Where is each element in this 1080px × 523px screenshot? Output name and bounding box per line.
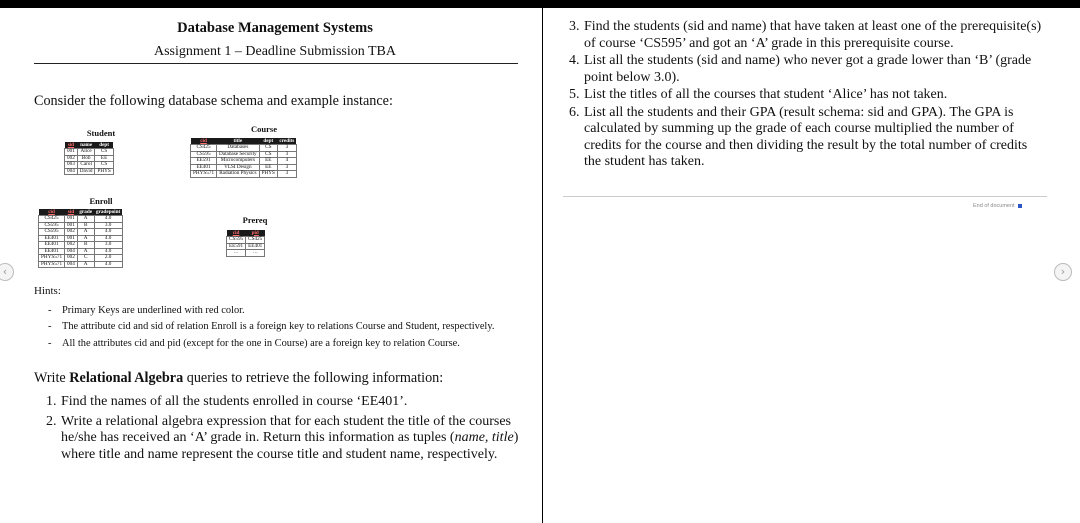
enroll-cell: B xyxy=(77,242,94,249)
doc-subtitle: Assignment 1 – Deadline Submission TBA xyxy=(153,44,397,59)
enroll-cell: 002 xyxy=(65,255,78,262)
student-cell: 002 xyxy=(65,155,78,162)
student-cell: PHYS xyxy=(95,168,113,175)
enroll-header-cell: gradepoint xyxy=(96,208,121,215)
enroll-cell: 001 xyxy=(65,216,78,223)
course-header-cell: cid xyxy=(191,138,217,145)
course-caption: Course xyxy=(251,124,277,134)
course-header-cell: credits xyxy=(279,137,295,144)
hints-list xyxy=(48,304,528,353)
prereq-cell: … xyxy=(227,250,246,257)
hint-item: - The attribute cid and sid of relation Enroll is a foreign key to relations Course and Student, respectively. xyxy=(48,321,495,333)
page-right xyxy=(543,8,1080,523)
enroll-cell: A xyxy=(77,216,94,223)
prereq-cell: EE401 xyxy=(246,243,265,250)
enroll-cell: 4.0 xyxy=(94,248,122,255)
course-cell: PHYS xyxy=(259,171,277,178)
course-cell: EE xyxy=(259,158,277,165)
course-cell: 3 xyxy=(277,171,296,178)
question-list-1 xyxy=(46,394,521,466)
enroll-cell: A xyxy=(77,235,94,242)
next-page-icon[interactable]: › xyxy=(1054,263,1072,281)
enroll-cell: A xyxy=(77,248,94,255)
enroll-cell: 001 xyxy=(65,222,78,229)
enroll-cell: 001 xyxy=(65,235,78,242)
course-cell: CS xyxy=(259,151,277,158)
enroll-caption: Enroll xyxy=(89,196,113,206)
enroll-cell: 002 xyxy=(65,229,78,236)
student-header-cell: sid xyxy=(65,142,78,149)
question-6: 6. List all the students and their GPA (result schema: sid and GPA). The GPA is calculated by summing up the grade of each course multiplied the number of credits for the course and then dividing the result by the total number of credits the student has taken. xyxy=(569,104,1028,170)
question-2: 2. Write a relational algebra expression that for each student the title of the courses he/she has received an ‘A’ grade in. Return this information as tuples (name, title) where title and name represent the course title and student name, respectively. xyxy=(46,413,519,462)
prev-page-icon[interactable]: ‹ xyxy=(0,263,14,281)
student-cell: 003 xyxy=(65,162,78,169)
enroll-cell: C xyxy=(77,255,94,262)
enroll-cell: PHYS571 xyxy=(39,261,65,268)
student-cell: CS xyxy=(95,149,113,156)
prereq-cell: CS425 xyxy=(246,237,265,244)
enroll-cell: 004 xyxy=(65,261,78,268)
course-cell: CS595 xyxy=(191,151,217,158)
enroll-cell: 4.0 xyxy=(94,229,122,236)
prereq-table xyxy=(226,230,265,257)
question-3: 3. Find the students (sid and name) that have taken at least one of the prerequisite(s) of course ‘CS595’ and got an ‘A’ grade in this prerequisite course. xyxy=(569,19,1042,51)
enroll-cell: EE401 xyxy=(39,248,65,255)
course-cell: 3 xyxy=(277,151,296,158)
student-cell: 001 xyxy=(65,149,78,156)
enroll-cell: CS595 xyxy=(39,222,65,229)
enroll-cell: 4.0 xyxy=(94,216,122,223)
enroll-cell: A xyxy=(77,229,94,236)
enroll-cell: 002 xyxy=(65,242,78,249)
student-cell: David xyxy=(77,168,95,175)
question-5: 5. List the titles of all the courses that student ‘Alice’ has not taken. xyxy=(569,87,948,103)
course-cell: PHYS571 xyxy=(191,171,217,178)
enroll-cell: PHYS571 xyxy=(39,255,65,262)
student-table-wrap xyxy=(64,142,114,175)
enroll-cell: A xyxy=(77,261,94,268)
course-cell: 4 xyxy=(277,158,296,165)
student-cell: 004 xyxy=(65,168,78,175)
course-header-cell: dept xyxy=(259,138,277,145)
student-caption: Student xyxy=(86,128,116,138)
course-header-cell: title xyxy=(217,138,260,145)
enroll-header-cell: grade xyxy=(79,208,93,215)
course-cell: Microcomputers xyxy=(217,158,260,165)
end-marker-icon xyxy=(1018,204,1022,208)
enroll-cell: 4.0 xyxy=(94,235,122,242)
question-list-2 xyxy=(569,19,1044,172)
prereq-header-cell: pid xyxy=(246,230,265,237)
course-cell: VLSI Design xyxy=(217,164,260,171)
enroll-header-cell: sid xyxy=(65,209,78,216)
enroll-cell: 004 xyxy=(65,248,78,255)
enroll-table xyxy=(38,209,123,268)
student-table xyxy=(64,142,114,175)
prereq-cell: … xyxy=(246,250,265,257)
enroll-cell: CS425 xyxy=(39,216,65,223)
course-table-wrap xyxy=(190,138,297,178)
course-cell: EE xyxy=(259,164,277,171)
question-1: 1. Find the names of all the students enrolled in course ‘EE401’. xyxy=(46,394,408,409)
course-cell: 3 xyxy=(277,145,296,152)
enroll-cell: EE401 xyxy=(39,242,65,249)
course-cell: 3 xyxy=(277,164,296,171)
end-divider xyxy=(563,196,1047,197)
question-4: 4. List all the students (sid and name) who never got a grade lower than ‘B’ (grade point below 3.0). xyxy=(569,53,1032,85)
hints-label: Hints: xyxy=(34,285,61,297)
enroll-cell: B xyxy=(77,222,94,229)
enroll-table-wrap xyxy=(38,209,123,268)
course-cell: EE591 xyxy=(191,158,217,165)
hint-item: - Primary Keys are underlined with red color. xyxy=(48,305,245,316)
instruction-line: Write Relational Algebra queries to retrieve the following information: xyxy=(34,370,444,386)
course-table xyxy=(190,138,297,178)
student-cell: EE xyxy=(95,155,113,162)
prereq-cell: EE591 xyxy=(227,243,246,250)
course-row xyxy=(191,171,297,178)
enroll-cell: 3.0 xyxy=(94,242,122,249)
prereq-row xyxy=(227,250,265,257)
enroll-cell: 2.0 xyxy=(94,255,122,262)
enroll-cell: EE401 xyxy=(39,235,65,242)
end-of-document: End of document xyxy=(973,203,1022,209)
prereq-caption: Prereq xyxy=(242,215,268,225)
course-cell: Database Security xyxy=(217,151,260,158)
student-cell: Bob xyxy=(77,155,95,162)
prereq-table-wrap xyxy=(226,230,265,257)
student-row xyxy=(65,168,114,175)
doc-title: Database Management Systems xyxy=(177,20,373,36)
course-cell: CS xyxy=(259,145,277,152)
student-cell: Alice xyxy=(77,149,95,156)
enroll-cell: CS595 xyxy=(39,229,65,236)
enroll-header-cell: cid xyxy=(39,209,65,216)
page-left xyxy=(0,8,542,523)
student-cell: CS xyxy=(95,162,113,169)
student-header-cell: name xyxy=(77,142,95,149)
course-cell: CS425 xyxy=(191,145,217,152)
intro-text: Consider the following database schema and example instance: xyxy=(34,93,393,109)
prereq-header-cell: cid xyxy=(227,230,246,237)
enroll-cell: 3.0 xyxy=(94,222,122,229)
enroll-row xyxy=(39,261,123,268)
course-cell: Databases xyxy=(217,145,260,152)
title-divider xyxy=(34,63,518,64)
hint-item: - All the attributes cid and pid (except for the one in Course) are a foreign key to relation Course. xyxy=(48,337,460,349)
course-cell: EE401 xyxy=(191,164,217,171)
course-cell: Radiation Physics xyxy=(217,171,260,178)
student-header-cell: dept xyxy=(95,142,113,149)
prereq-cell: CS595 xyxy=(227,237,246,244)
student-cell: Carol xyxy=(77,162,95,169)
enroll-cell: 4.0 xyxy=(94,261,122,268)
